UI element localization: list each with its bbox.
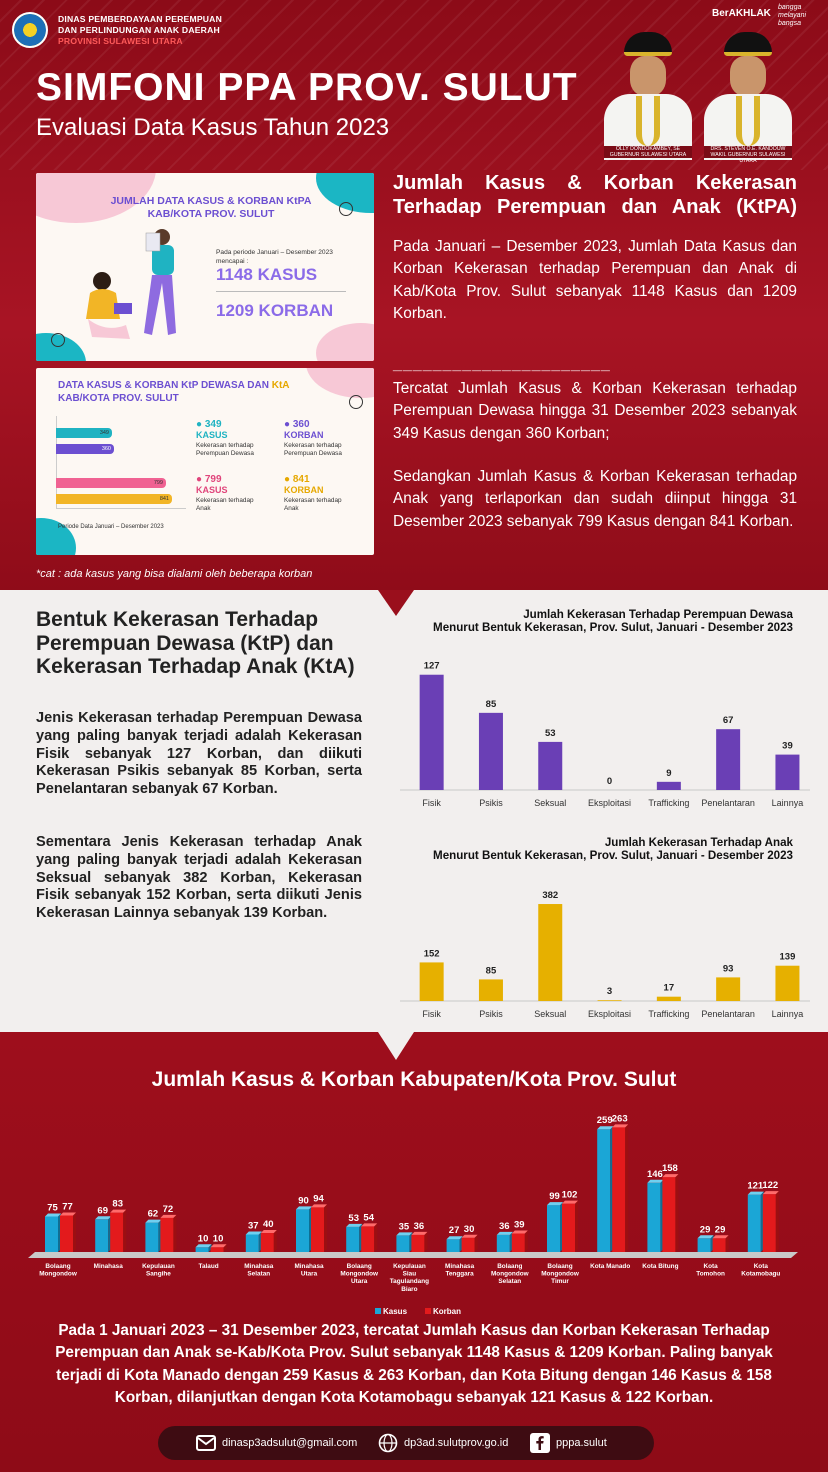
data-label: 35: [398, 1221, 410, 1233]
data-label: 139: [779, 951, 796, 963]
ktpa-heading: Jumlah Kasus & Korban Kekerasan Terhadap Perempuan dan Anak (KtPA): [393, 172, 797, 218]
data-label: 75: [47, 1202, 58, 1214]
total-cases-card: [36, 173, 374, 361]
mini-bar-chart: [48, 416, 188, 516]
korban-bar: [160, 1218, 173, 1252]
ring-decoration: [349, 395, 363, 409]
data-label: 53: [544, 727, 556, 739]
data-label: 83: [112, 1198, 123, 1210]
total-korban: 1209 KORBAN: [216, 301, 334, 320]
category-label: Minahasa Selatan: [244, 1263, 274, 1278]
data-label: 102: [561, 1189, 578, 1201]
data-label: 54: [363, 1212, 374, 1224]
bar-side: [73, 1212, 76, 1252]
category-label: Bolaang Mongondow Selatan: [490, 1263, 529, 1286]
kasus-bar: [698, 1238, 711, 1252]
category-label: Eksploitasi: [588, 798, 632, 808]
category-label: Minahasa Tenggara: [445, 1263, 475, 1278]
card2-title: DATA KASUS & KORBAN KtP DEWASA DAN KtA KAB/KOTA PROV. SULUT: [58, 380, 290, 404]
total-kasus: 1148 KASUS: [216, 265, 318, 284]
regency-summary: Pada 1 Januari 2023 – 31 Desember 2023, tercatat Jumlah Kasus dan Korban Kekerasan Terhadap Perempuan dan Anak se-Kab/Kota Prov. Sulut sebanyak 1148 Kasus & 1209 Korban. Paling banyak terjadi di Kota Manado dengan 259 Kasus & 263 Korban, dan Kota Bitung dengan 146 Kasus & 158 Korban, dilanjutkan dengan Kota Kotamobagu sebanyak 121 Kasus & 122 Korban.: [55, 1322, 773, 1407]
korban-bar: [110, 1213, 123, 1252]
data-label: 62: [147, 1208, 159, 1220]
bar: [420, 675, 444, 790]
korban-bar: [361, 1226, 374, 1252]
korban-bar: [612, 1127, 625, 1252]
data-label: 39: [782, 740, 793, 752]
data-label: 30: [463, 1223, 475, 1235]
agency-line-1: DINAS PEMBERDAYAAN PEREMPUAN: [58, 14, 222, 24]
kasus-bar: [396, 1235, 409, 1252]
website-text: dp3ad.sulutprov.go.id: [404, 1437, 509, 1449]
category-label: Trafficking: [648, 798, 690, 808]
divider: ______________________: [393, 356, 611, 373]
data-label: 67: [722, 715, 734, 727]
legend-swatch: [375, 1308, 381, 1314]
bottom-section: [0, 1032, 828, 1472]
data-label: 121: [747, 1180, 764, 1192]
data-label: 85: [485, 965, 497, 977]
chart-floor: [28, 1252, 798, 1258]
kasus-bar: [547, 1205, 560, 1252]
violence-types-paragraph-2: Sementara Jenis Kekerasan terhadap Anak yang paling banyak terjadi adalah Kekerasan Seksual sebanyak 382 Korban, Kekerasan Fisik sebanyak 152 Korban, serta diikuti Jenis Kekerasan Lainnya sebanyak 139 Korban.: [36, 834, 362, 922]
regency-bar-chart: [20, 1102, 810, 1332]
section-notch: [378, 1032, 414, 1060]
data-label: 36: [499, 1220, 510, 1232]
korban-bar: [512, 1234, 525, 1252]
breakdown-card: [36, 368, 374, 555]
kasus-bar: [748, 1195, 761, 1252]
ring-decoration: [51, 333, 65, 347]
category-label: Lainnya: [771, 798, 804, 808]
child-violence-bar-chart: [400, 882, 810, 1026]
korban-bar: [763, 1194, 776, 1252]
data-label: 259: [596, 1115, 613, 1127]
kasus-bar: [597, 1129, 610, 1252]
category-label: Eksploitasi: [588, 1009, 632, 1019]
bar-side: [424, 1232, 427, 1252]
bar-side: [525, 1231, 528, 1252]
data-label: 17: [663, 982, 675, 994]
data-label: 85: [485, 698, 497, 710]
category-label: Penelantaran: [701, 798, 755, 808]
regency-chart-title: Jumlah Kasus & Korban Kabupaten/Kota Prov. Sulut: [151, 1068, 677, 1091]
website-contact[interactable]: [378, 1432, 508, 1454]
globe-icon: [378, 1433, 398, 1453]
bar: [775, 966, 799, 1001]
data-label: 3: [606, 986, 613, 998]
facebook-contact[interactable]: [530, 1432, 607, 1454]
category-label: Minahasa Utara: [294, 1263, 324, 1278]
kasus-bar: [296, 1209, 309, 1252]
data-label: 29: [699, 1224, 711, 1236]
bangga-melayani-logo: bangga melayani bangsa: [778, 4, 807, 27]
data-label: 10: [212, 1233, 224, 1245]
bar-side: [776, 1191, 779, 1252]
bar-side: [324, 1204, 327, 1252]
category-label: Minahasa: [93, 1263, 123, 1270]
vice-governor-photo: [700, 26, 796, 164]
kasus-bar: [647, 1183, 660, 1252]
data-label: 69: [97, 1205, 108, 1217]
category-label: Trafficking: [648, 1009, 690, 1019]
ring-decoration: [339, 202, 353, 216]
legend-label: Kasus: [383, 1307, 408, 1316]
legend-label: Korban: [433, 1307, 461, 1316]
category-label: Lainnya: [771, 1009, 804, 1019]
data-label: 0: [606, 776, 613, 787]
stat-kta-korban: ● 841 KORBAN Kekerasan terhadap Anak: [284, 474, 342, 512]
bar: [479, 713, 503, 790]
bar-side: [575, 1201, 578, 1252]
women-violence-bar-chart: [400, 654, 810, 814]
bar: [479, 979, 503, 1001]
top-section: [0, 0, 828, 590]
kasus-bar: [346, 1227, 359, 1252]
stat-ktp-kasus: ● 349 KASUS Kekerasan terhadap Perempuan Dewasa: [196, 419, 254, 457]
data-label: 40: [263, 1219, 274, 1231]
agency-line-3: PROVINSI SULAWESI UTARA: [58, 36, 183, 46]
contact-bar: [158, 1426, 654, 1460]
chart1-title: Jumlah Kekerasan Terhadap Perempuan Dewasa Menurut Bentuk Kekerasan, Prov. Sulut, Januari - Desember 2023: [433, 608, 793, 634]
data-label: 263: [611, 1113, 628, 1125]
korban-bar: [562, 1204, 575, 1252]
category-label: Penelantaran: [701, 1009, 755, 1019]
governor-caption: OLLY DONDOKAMBEY, SE GUBERNUR SULAWESI UTARA: [604, 146, 692, 158]
data-label: 99: [549, 1191, 560, 1203]
bar: [598, 1000, 622, 1001]
bar: [657, 782, 681, 790]
data-label: 127: [423, 660, 440, 672]
footnote: *cat : ada kasus yang bisa dialami oleh beberapa korban: [36, 568, 313, 580]
category-label: Fisik: [422, 798, 441, 808]
ktpa-paragraph-1: Pada Januari – Desember 2023, Jumlah Data Kasus dan Korban Kekerasan terhadap Perempuan dan Anak di Kab/Kota Prov. Sulut sebanyak 1148 Kasus dan 1209 Korban.: [393, 238, 797, 322]
ktpa-paragraph-2: Tercatat Jumlah Kasus & Korban Kekerasan terhadap Perempuan Dewasa hingga 31 Desember 2023 sebanyak 349 Kasus dengan 360 Korban;: [393, 380, 797, 442]
korban-bar: [311, 1207, 324, 1252]
data-label: 94: [313, 1193, 324, 1205]
stat-kta-kasus: ● 799 KASUS Kekerasan terhadap Anak: [196, 474, 254, 512]
bar: [538, 742, 562, 790]
category-label: Bolaang Mongondow Utara: [340, 1263, 379, 1286]
people-illustration: [86, 223, 216, 353]
category-label: Psikis: [479, 1009, 503, 1019]
bar-side: [675, 1174, 678, 1252]
bar-side: [123, 1210, 126, 1252]
kasus-bar: [447, 1239, 460, 1252]
card2-period: Periode Data Januari – Desember 2023: [58, 524, 164, 530]
data-label: 158: [661, 1163, 678, 1175]
data-label: 29: [714, 1224, 726, 1236]
page-subtitle: Evaluasi Data Kasus Tahun 2023: [36, 114, 390, 141]
bar-side: [274, 1230, 277, 1252]
data-label: 39: [514, 1219, 525, 1231]
korban-bar: [662, 1177, 675, 1252]
email-text: dinasp3adsulut@gmail.com: [222, 1437, 358, 1449]
category-label: Kepulauan Siau Tagulandang Biaro: [389, 1263, 430, 1293]
email-icon: [196, 1433, 216, 1453]
data-label: 53: [348, 1212, 359, 1224]
kasus-bar: [45, 1216, 58, 1252]
bar: [716, 977, 740, 1001]
violence-types-title: Bentuk Kekerasan Terhadap Perempuan Dewasa (KtP) dan Kekerasan Terhadap Anak (KtA): [36, 608, 355, 678]
korban-bar: [211, 1247, 224, 1252]
category-label: Psikis: [479, 798, 503, 808]
category-label: Kota Bitung: [642, 1263, 679, 1270]
category-label: Kota Tomohon: [696, 1263, 725, 1278]
mid-section: [0, 590, 828, 1032]
category-label: Talaud: [198, 1263, 219, 1270]
stat-ktp-korban: ● 360 KORBAN Kekerasan terhadap Perempuan Dewasa: [284, 419, 342, 457]
category-label: Seksual: [534, 1009, 567, 1019]
card1-title: JUMLAH DATA KASUS & KORBAN KtPA KAB/KOTA PROV. SULUT: [110, 195, 312, 220]
category-label: Bolaang Mongondow Timur: [541, 1263, 579, 1286]
category-label: Bolaang Mongondow: [39, 1263, 77, 1278]
data-label: 93: [722, 963, 734, 975]
data-label: 9: [666, 767, 672, 779]
category-label: Seksual: [534, 798, 567, 808]
data-label: 382: [542, 890, 559, 902]
category-label: Kepulauan Sangihe: [142, 1263, 175, 1278]
korban-bar: [261, 1233, 274, 1252]
kasus-bar: [145, 1223, 158, 1252]
data-label: 72: [162, 1203, 174, 1215]
mini-bar: 841: [56, 494, 172, 504]
data-label: 36: [413, 1220, 425, 1232]
violence-types-paragraph-1: Jenis Kekerasan terhadap Perempuan Dewasa yang paling banyak terjadi adalah Kekerasan Fisik sebanyak 127 Korban, dan diikuti Kekerasan Psikis sebanyak 85 Korban, serta Penelantaran sebanyak 67 Korban.: [36, 710, 362, 798]
mini-bar: 799: [56, 478, 166, 488]
kasus-bar: [196, 1247, 209, 1252]
bar: [538, 904, 562, 1001]
data-label: 90: [298, 1195, 309, 1207]
email-contact[interactable]: [196, 1432, 357, 1454]
bar-side: [173, 1215, 176, 1252]
leaders-photo: [600, 26, 796, 164]
korban-bar: [411, 1235, 424, 1252]
ktpa-paragraph-3: Sedangkan Jumlah Kasus & Korban Kekerasan terhadap Anak yang terlaporkan dan sudah diinput hingga 31 Desember 2023 sebanyak 799 Kasus dengan 841 Korban.: [393, 468, 797, 530]
agency-line-2: DAN PERLINDUNGAN ANAK DAERAH: [58, 25, 220, 35]
bar: [420, 962, 444, 1001]
kasus-bar: [497, 1235, 510, 1252]
agency-name: [58, 14, 222, 47]
berakhlak-logo: BerAKHLAK: [712, 8, 771, 19]
facebook-icon: [530, 1433, 550, 1453]
data-label: 27: [448, 1225, 460, 1237]
facebook-text: pppa.sulut: [556, 1437, 607, 1449]
korban-bar: [462, 1238, 475, 1252]
bar-side: [374, 1223, 377, 1252]
data-label: 152: [423, 948, 440, 960]
province-logo-icon: [12, 12, 48, 48]
vice-governor-caption: DRS. STEVEN O.E. KANDOUW WAKIL GUBERNUR SULAWESI UTARA: [704, 146, 792, 158]
data-label: 37: [248, 1220, 259, 1232]
mini-bar: 349: [56, 428, 112, 438]
bar: [775, 755, 799, 790]
legend-swatch: [425, 1308, 431, 1314]
korban-bar: [60, 1215, 73, 1252]
chart2-title: Jumlah Kekerasan Terhadap Anak Menurut Bentuk Kekerasan, Prov. Sulut, Januari - Desember 2023: [433, 836, 793, 862]
data-label: 122: [762, 1180, 779, 1192]
category-label: Kota Manado: [590, 1263, 631, 1270]
category-label: Fisik: [422, 1009, 441, 1019]
korban-bar: [713, 1238, 726, 1252]
page-title: SIMFONI PPA PROV. SULUT: [36, 66, 578, 109]
card1-period: Pada periode Januari – Desember 2023 mencapai :: [216, 249, 333, 265]
bar: [716, 729, 740, 790]
kasus-bar: [246, 1234, 259, 1252]
category-label: Kota Kotamobagu: [741, 1263, 781, 1278]
bar: [657, 997, 681, 1001]
data-label: 146: [646, 1168, 663, 1180]
governor-photo: [600, 26, 696, 160]
data-label: 77: [62, 1201, 73, 1213]
kasus-bar: [95, 1219, 108, 1252]
mini-bar: 360: [56, 444, 114, 454]
bar-side: [475, 1235, 478, 1252]
data-label: 10: [197, 1233, 209, 1245]
bar-side: [625, 1124, 628, 1252]
